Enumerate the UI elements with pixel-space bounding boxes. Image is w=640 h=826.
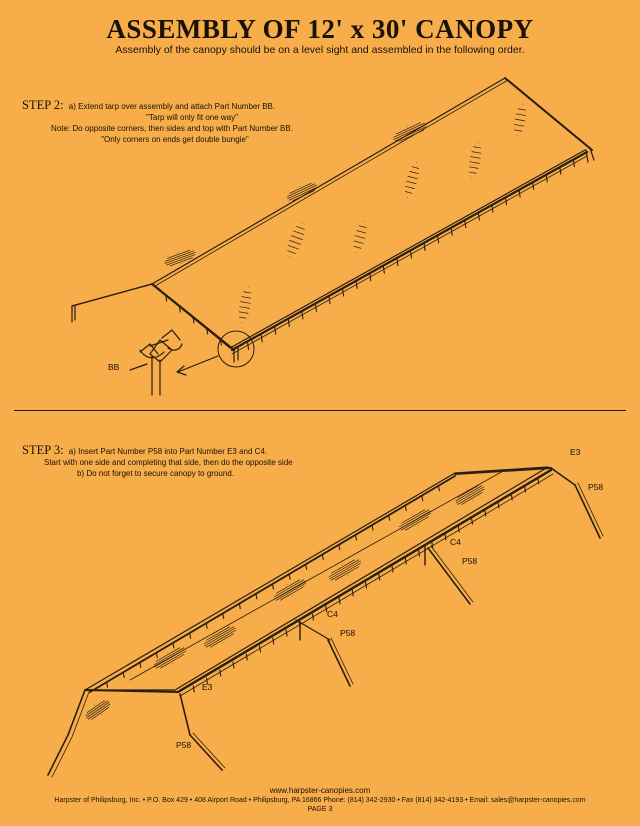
bungie-tab (392, 566, 393, 572)
step-3-line-b: b) Do not forget to secure canopy to ground. (77, 469, 234, 478)
part-label-bb: BB (108, 362, 120, 372)
bungie-tab (306, 564, 307, 569)
bungie-tab (405, 505, 406, 510)
bungie-tab (286, 630, 287, 636)
bungie-tab (123, 672, 124, 677)
bungie-tab (288, 320, 289, 327)
bungie-tab (156, 653, 157, 658)
part-label-p58-bottom: P58 (176, 740, 192, 750)
bungie-tab (533, 182, 534, 189)
bungie-tab (438, 236, 439, 243)
step-3-line-a: a) Insert Part Number P58 into Part Number E3 and C4. (68, 447, 268, 456)
footer-website: www.harpster-canopies.com (269, 786, 371, 795)
bungie-tab (458, 526, 459, 532)
bungie-tab (273, 584, 274, 589)
bb-connector-detail (130, 330, 182, 395)
step-2-canopy-illustration (72, 78, 594, 395)
bungie-tab (389, 515, 390, 520)
part-label-e3-bottom: E3 (202, 682, 213, 692)
tarp-crease (403, 161, 422, 198)
bungie-tab (315, 304, 316, 311)
step-3-line-a-cont: Start with one side and completing that side, then do the opposite side (44, 458, 293, 467)
bungie-tab (366, 582, 367, 588)
bungie-tab (379, 574, 380, 580)
tarp-crease (396, 506, 433, 534)
footer-page-number: PAGE 3 (307, 806, 333, 813)
bungie-tab (424, 243, 425, 250)
step-3-canopy-illustration (48, 467, 603, 777)
bungie-tab (352, 590, 353, 596)
bungie-tab (383, 266, 384, 273)
bungie-tab (506, 198, 507, 205)
bungie-tab (478, 213, 479, 220)
tarp-crease (351, 220, 369, 253)
bungie-tab (560, 167, 561, 174)
bungie-tab (445, 534, 446, 540)
step-2-line-a-note: "Tarp will only fit one way" (146, 113, 238, 122)
bungie-tab (419, 550, 420, 556)
part-label-p58-upper: P58 (462, 556, 478, 566)
step-3-label: STEP 3: (22, 443, 64, 457)
part-label-p58-top: P58 (588, 482, 604, 492)
bungie-tab (438, 486, 439, 491)
bungie-tab (289, 574, 290, 579)
bungie-tab (107, 682, 108, 687)
bungie-tab (343, 289, 344, 296)
bungie-tab (485, 510, 486, 516)
bungie-tab (472, 518, 473, 524)
tarp-crease (453, 482, 487, 508)
part-label-p58-lower: P58 (340, 628, 356, 638)
bungie-tab (193, 686, 194, 692)
bungie-tab (260, 646, 261, 652)
bungie-tab (372, 525, 373, 530)
part-label-c4-upper: C4 (450, 537, 461, 547)
bungie-tab (248, 342, 249, 349)
tarp-crease (467, 141, 483, 178)
page-subtitle: Assembly of the canopy should be on a level sight and assembled in the following order. (115, 44, 525, 56)
bungie-tab (273, 638, 274, 644)
bungie-tab (223, 613, 224, 618)
bungie-tab (206, 623, 207, 628)
bungie-tab (451, 228, 452, 235)
bungie-tab (261, 335, 262, 342)
tarp-crease (271, 576, 308, 604)
bungie-tab (173, 643, 174, 648)
bungie-tab (339, 545, 340, 550)
bungie-tab (302, 312, 303, 319)
step-2-label: STEP 2: (22, 98, 64, 112)
bungie-tab (220, 670, 221, 676)
bungie-tab (546, 175, 547, 182)
bungie-tab (190, 633, 191, 638)
part-label-e3-top: E3 (570, 447, 581, 457)
step-2-note: Note: Do opposite corners, then sides and top with Part Number BB. (51, 124, 293, 133)
bungie-tab (519, 190, 520, 197)
tarp-crease (512, 103, 527, 136)
bungie-tab (339, 598, 340, 604)
tarp-crease (237, 286, 253, 323)
bungie-tab (313, 614, 314, 620)
bungie-tab (140, 663, 141, 668)
bungie-tab (356, 281, 357, 288)
bungie-tab (405, 558, 406, 564)
bungie-tab (322, 555, 323, 560)
bungie-tab (256, 594, 257, 599)
step-2-line-a: a) Extend tarp over assembly and attach Part Number BB. (68, 102, 276, 111)
bungie-tab (370, 274, 371, 281)
bungie-tab (233, 662, 234, 668)
bungie-tab (492, 205, 493, 212)
bungie-tab (275, 327, 276, 334)
bungie-tab (355, 535, 356, 540)
bungie-tab (573, 160, 574, 167)
tarp-crease (284, 221, 307, 259)
bungie-tab (397, 259, 398, 266)
bungie-tab (465, 221, 466, 228)
footer-address: Harpster of Philipsburg, Inc. • P.O. Box 429 • 408 Airport Road • Philipsburg, PA 16866 Phone: (814) 342-2930 • Fax (814) 342-4193 • Email: sales@harpster-canopies.com (54, 797, 586, 804)
step-2-note-quote: "Only corners on ends get double bungie" (101, 135, 249, 144)
page-title: ASSEMBLY OF 12' x 30' CANOPY (106, 14, 534, 44)
bungie-tab (246, 654, 247, 660)
bungie-tab (329, 297, 330, 304)
tarp-crease (163, 247, 197, 269)
tarp-crease (83, 697, 113, 723)
bungie-tab (411, 251, 412, 258)
part-label-c4-lower: C4 (327, 609, 338, 619)
bungie-tab (239, 604, 240, 609)
bungie-tab (422, 496, 423, 501)
